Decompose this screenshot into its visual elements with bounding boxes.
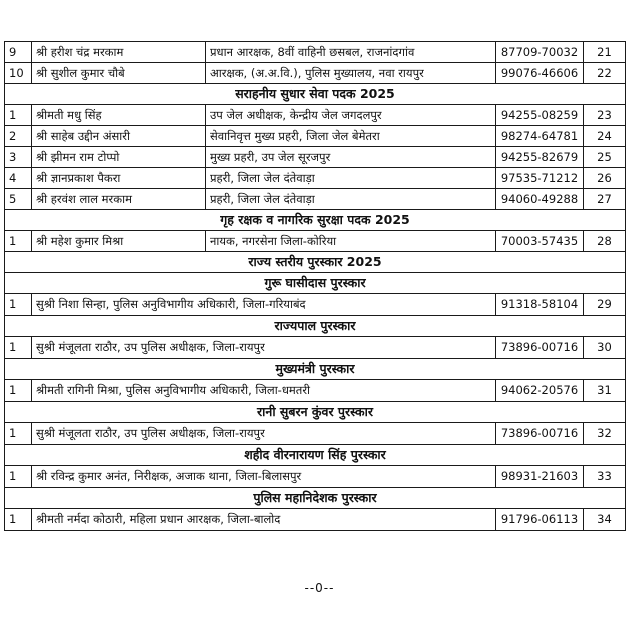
serial-number-cell: 1: [5, 294, 32, 316]
page-number-cell: 23: [584, 105, 626, 126]
table-row: [5, 126, 626, 147]
serial-number-cell: 1: [5, 337, 32, 359]
serial-number-cell: 4: [5, 168, 32, 189]
section-heading: गृह रक्षक व नागरिक सुरक्षा पदक 2025: [5, 210, 626, 231]
serial-number-cell: 1: [5, 380, 32, 402]
table-row: [5, 231, 626, 252]
table-row: [5, 509, 626, 531]
page-number-cell: 33: [584, 466, 626, 488]
table-row: [5, 105, 626, 126]
section-heading-row: [5, 316, 626, 337]
name-cell: श्री हरीश चंद्र मरकाम: [32, 42, 206, 63]
page-number-cell: 32: [584, 423, 626, 445]
section-heading: मुख्यमंत्री पुरस्कार: [5, 359, 626, 380]
section-heading: गुरू घासीदास पुरस्कार: [5, 273, 626, 294]
phone-number-cell: 73896-00716: [496, 337, 584, 359]
serial-number-cell: 1: [5, 466, 32, 488]
section-heading-row: [5, 84, 626, 105]
designation-cell: प्रहरी, जिला जेल दंतेवाड़ा: [206, 168, 496, 189]
table-row: [5, 466, 626, 488]
serial-number-cell: 3: [5, 147, 32, 168]
serial-number-cell: 10: [5, 63, 32, 84]
table-row: [5, 168, 626, 189]
section-heading: शहीद वीरनारायण सिंह पुरस्कार: [5, 445, 626, 466]
phone-number-cell: 87709-70032: [496, 42, 584, 63]
table-row: [5, 147, 626, 168]
phone-number-cell: 99076-46606: [496, 63, 584, 84]
phone-number-cell: 98274-64781: [496, 126, 584, 147]
designation-cell: आरक्षक, (अ.अ.वि.), पुलिस मुख्यालय, नवा रायपुर: [206, 63, 496, 84]
phone-number-cell: 94060-49288: [496, 189, 584, 210]
section-heading: पुलिस महानिदेशक पुरस्कार: [5, 488, 626, 509]
phone-number-cell: 98931-21603: [496, 466, 584, 488]
page-number-cell: 22: [584, 63, 626, 84]
phone-number-cell: 97535-71212: [496, 168, 584, 189]
designation-cell: उप जेल अधीक्षक, केन्द्रीय जेल जगदलपुर: [206, 105, 496, 126]
designation-cell: प्रहरी, जिला जेल दंतेवाड़ा: [206, 189, 496, 210]
table-row: [5, 423, 626, 445]
name-cell: श्री महेश कुमार मिश्रा: [32, 231, 206, 252]
section-heading: राज्यपाल पुरस्कार: [5, 316, 626, 337]
page-number-cell: 27: [584, 189, 626, 210]
section-heading-row: [5, 210, 626, 231]
name-designation-cell: श्रीमती रागिनी मिश्रा, पुलिस अनुविभागीय अधिकारी, जिला-धमतरी: [32, 380, 496, 402]
name-cell: श्री हरवंश लाल मरकाम: [32, 189, 206, 210]
designation-cell: मुख्य प्रहरी, उप जेल सूरजपुर: [206, 147, 496, 168]
section-heading-row: [5, 273, 626, 294]
page-footer-mark: --0--: [304, 581, 335, 595]
section-heading: सराहनीय सुधार सेवा पदक 2025: [5, 84, 626, 105]
name-cell: श्री सुशील कुमार चौबे: [32, 63, 206, 84]
phone-number-cell: 91796-06113: [496, 509, 584, 531]
award-list-body: [5, 42, 626, 531]
table-row: [5, 337, 626, 359]
phone-number-cell: 94062-20576: [496, 380, 584, 402]
name-designation-cell: सुश्री निशा सिन्हा, पुलिस अनुविभागीय अधिकारी, जिला-गरियाबंद: [32, 294, 496, 316]
award-list-table: [4, 41, 626, 531]
serial-number-cell: 1: [5, 509, 32, 531]
designation-cell: नायक, नगरसेना जिला-कोरिया: [206, 231, 496, 252]
name-cell: श्री साहेब उद्दीन अंसारी: [32, 126, 206, 147]
section-heading-row: [5, 402, 626, 423]
section-heading-row: [5, 252, 626, 273]
table-row: [5, 189, 626, 210]
page-number-cell: 29: [584, 294, 626, 316]
page-number-cell: 25: [584, 147, 626, 168]
name-designation-cell: श्रीमती नर्मदा कोठारी, महिला प्रधान आरक्षक, जिला-बालोद: [32, 509, 496, 531]
phone-number-cell: 73896-00716: [496, 423, 584, 445]
serial-number-cell: 1: [5, 423, 32, 445]
page-number-cell: 26: [584, 168, 626, 189]
designation-cell: प्रधान आरक्षक, 8वीं वाहिनी छसबल, राजनांदगांव: [206, 42, 496, 63]
phone-number-cell: 91318-58104: [496, 294, 584, 316]
serial-number-cell: 1: [5, 231, 32, 252]
section-heading: रानी सुबरन कुंवर पुरस्कार: [5, 402, 626, 423]
page-number-cell: 34: [584, 509, 626, 531]
name-designation-cell: श्री रविन्द्र कुमार अनंत, निरीक्षक, अजाक थाना, जिला-बिलासपुर: [32, 466, 496, 488]
page-number-cell: 21: [584, 42, 626, 63]
table-row: [5, 42, 626, 63]
serial-number-cell: 5: [5, 189, 32, 210]
serial-number-cell: 9: [5, 42, 32, 63]
name-cell: श्री ज्ञानप्रकाश पैकरा: [32, 168, 206, 189]
table-row: [5, 63, 626, 84]
table-row: [5, 294, 626, 316]
section-heading-row: [5, 488, 626, 509]
section-heading: राज्य स्तरीय पुरस्कार 2025: [5, 252, 626, 273]
phone-number-cell: 94255-08259: [496, 105, 584, 126]
serial-number-cell: 1: [5, 105, 32, 126]
section-heading-row: [5, 445, 626, 466]
designation-cell: सेवानिवृत्त मुख्य प्रहरी, जिला जेल बेमेतरा: [206, 126, 496, 147]
page-number-cell: 30: [584, 337, 626, 359]
page-number-cell: 31: [584, 380, 626, 402]
name-designation-cell: सुश्री मंजूलता राठौर, उप पुलिस अधीक्षक, जिला-रायपुर: [32, 423, 496, 445]
page-number-cell: 28: [584, 231, 626, 252]
serial-number-cell: 2: [5, 126, 32, 147]
page-number-cell: 24: [584, 126, 626, 147]
name-cell: श्रीमती मधु सिंह: [32, 105, 206, 126]
phone-number-cell: 94255-82679: [496, 147, 584, 168]
phone-number-cell: 70003-57435: [496, 231, 584, 252]
name-cell: श्री झीमन राम टोप्पो: [32, 147, 206, 168]
section-heading-row: [5, 359, 626, 380]
table-row: [5, 380, 626, 402]
name-designation-cell: सुश्री मंजूलता राठौर, उप पुलिस अधीक्षक, जिला-रायपुर: [32, 337, 496, 359]
